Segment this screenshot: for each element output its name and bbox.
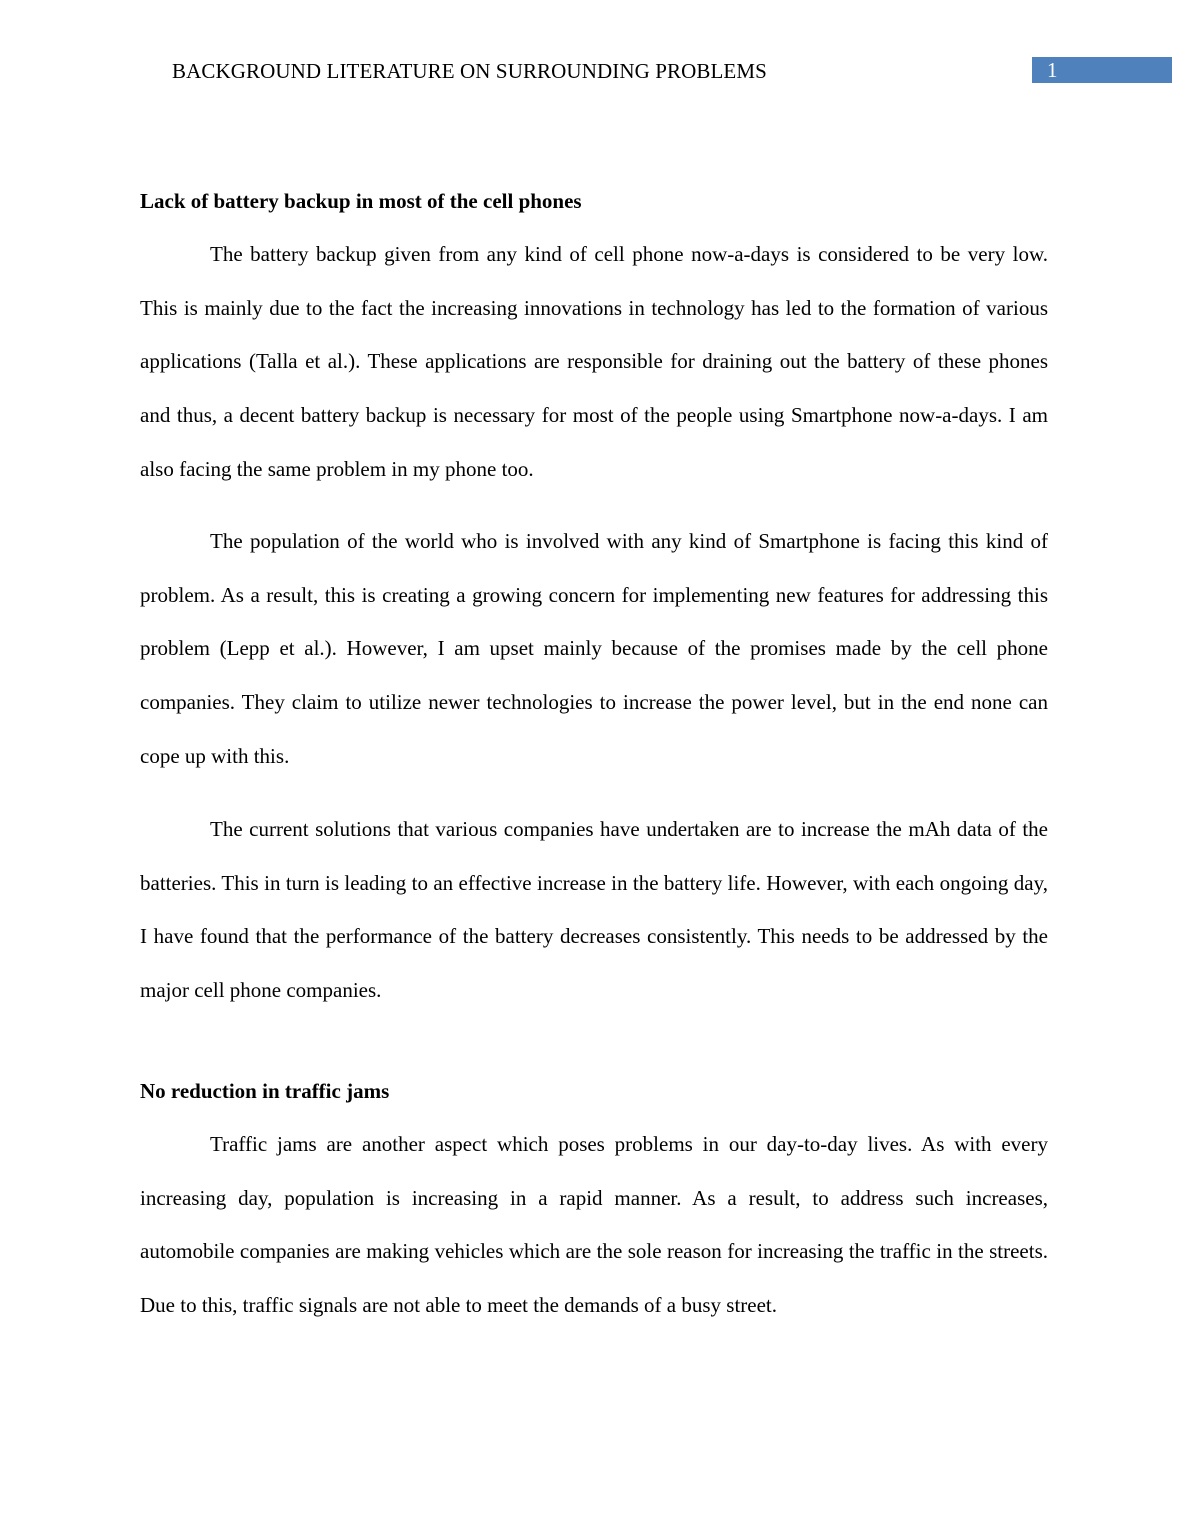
paragraph-battery-2: The population of the world who is involved with any kind of Smartphone is facing this kind of problem. As a result, this is creating a growing concern for implementing new features for addressing this problem (Lepp et al.). However, I am upset mainly because of the promises made by the cell phone companies. They claim to utilize newer technologies to increase the power level, but in the end none can cope up with this. — [140, 529, 1048, 768]
page-number: 1 — [1047, 58, 1058, 82]
paragraph-traffic-1: Traffic jams are another aspect which poses problems in our day-to-day lives. As with every increasing day, population is increasing in a rapid manner. As a result, to address such increases, automobile companies are making vehicles which are the sole reason for increasing the traffic in the streets. Due to this, traffic signals are not able to meet the demands of a busy street. — [140, 1132, 1048, 1318]
paragraph-battery-1: The battery backup given from any kind of cell phone now-a-days is considered to be very low. This is mainly due to the fact the increasing innovations in technology has led to the formation of various applications (Talla et al.). These applications are responsible for draining out the battery of these phones and thus, a decent battery backup is necessary for most of the people using Smartphone now-a-days. I am also facing the same problem in my phone too. — [140, 242, 1048, 481]
page-number-box — [1032, 57, 1172, 83]
section-heading-traffic: No reduction in traffic jams — [140, 1079, 390, 1103]
paragraph-battery-3: The current solutions that various companies have undertaken are to increase the mAh data of the batteries. This in turn is leading to an effective increase in the battery life. However, with each ongoing day, I have found that the performance of the battery decreases consistently. This needs to be addressed by the major cell phone companies. — [140, 817, 1048, 1003]
running-head: BACKGROUND LITERATURE ON SURROUNDING PROBLEMS — [172, 59, 767, 83]
section-heading-battery: Lack of battery backup in most of the cell phones — [140, 189, 582, 213]
